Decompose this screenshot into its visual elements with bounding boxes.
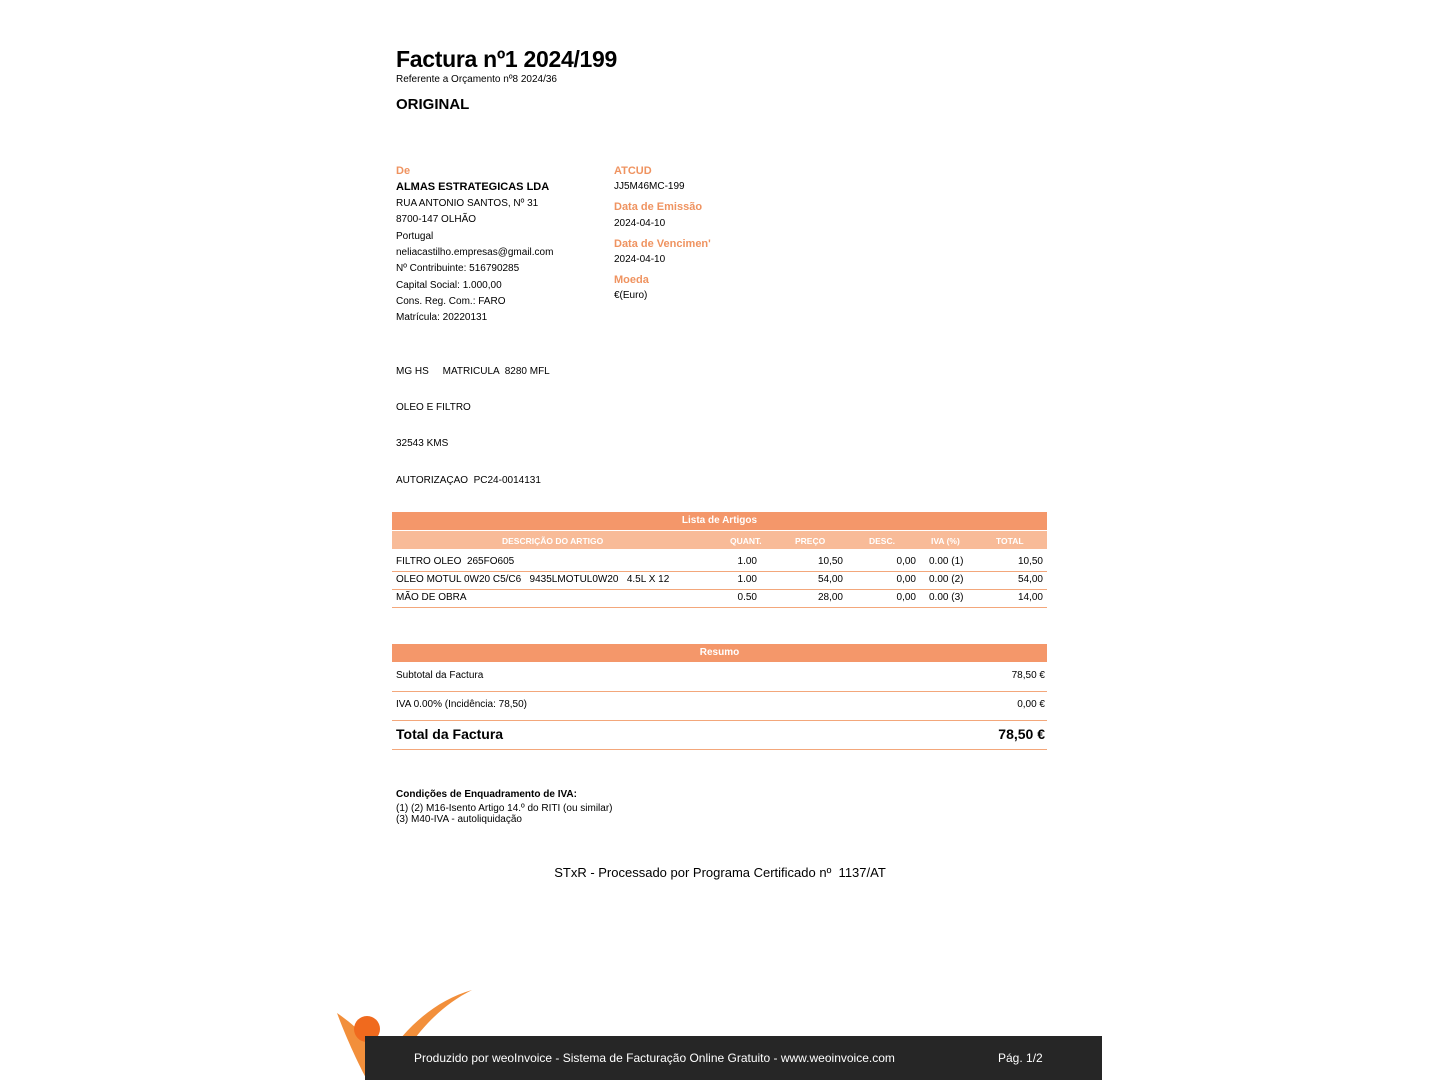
item-description: OLEO MOTUL 0W20 C5/C6 9435LMOTUL0W20 4.5L X 12 bbox=[396, 574, 670, 585]
invoice-title: Factura nº1 2024/199 bbox=[396, 46, 618, 72]
vat-row bbox=[392, 692, 1047, 721]
issue-date-value: 2024-04-10 bbox=[614, 218, 666, 229]
items-table-header bbox=[392, 531, 1047, 549]
item-quantity: 1.00 bbox=[737, 556, 757, 567]
certification-text: STxR - Processado por Programa Certificado nº 1137/AT bbox=[554, 865, 886, 880]
table-row bbox=[392, 553, 1047, 572]
item-discount: 0,00 bbox=[896, 556, 916, 567]
subtotal-label: Subtotal da Factura bbox=[396, 670, 484, 681]
atcud-value: JJ5M46MC-199 bbox=[614, 181, 685, 192]
vat-condition-line: (3) M40-IVA - autoliquidação bbox=[396, 814, 522, 825]
issuer-name: ALMAS ESTRATEGICAS LDA bbox=[396, 181, 550, 193]
note-line: OLEO E FILTRO bbox=[396, 402, 471, 413]
total-value: 78,50 € bbox=[998, 726, 1045, 742]
total-label: Total da Factura bbox=[396, 726, 504, 742]
item-total: 10,50 bbox=[1017, 556, 1043, 567]
vat-value: 0,00 € bbox=[1017, 699, 1045, 710]
atcud-label: ATCUD bbox=[614, 165, 652, 177]
total-row bbox=[392, 721, 1047, 750]
page-number: Pág. 1/2 bbox=[998, 1051, 1043, 1065]
subtotal-value: 78,50 € bbox=[1011, 670, 1045, 681]
col-price: PREÇO bbox=[795, 536, 826, 546]
subtotal-row bbox=[392, 663, 1047, 692]
footer-produced-by: Produzido por weoInvoice - Sistema de Facturação Online Gratuito - www.weoinvoice.com bbox=[414, 1051, 895, 1065]
col-vat: IVA (%) bbox=[931, 536, 960, 546]
col-description: DESCRIÇÃO DO ARTIGO bbox=[502, 536, 604, 546]
note-line: 32543 KMS bbox=[396, 438, 449, 449]
currency-value: €(Euro) bbox=[614, 290, 648, 301]
currency-label: Moeda bbox=[614, 274, 649, 286]
item-total: 14,00 bbox=[1017, 592, 1043, 603]
vat-conditions-title: Condições de Enquadramento de IVA: bbox=[396, 789, 577, 800]
col-quantity: QUANT. bbox=[730, 536, 762, 546]
item-discount: 0,00 bbox=[896, 592, 916, 603]
note-line: AUTORIZAÇAO PC24-0014131 bbox=[396, 475, 541, 486]
item-quantity: 0.50 bbox=[737, 592, 757, 603]
item-total: 54,00 bbox=[1017, 574, 1043, 585]
item-discount: 0,00 bbox=[896, 574, 916, 585]
invoice-reference: Referente a Orçamento nº8 2024/36 bbox=[396, 74, 557, 85]
page-footer bbox=[365, 1036, 1102, 1080]
issuer-postal: 8700-147 OLHÃO bbox=[396, 214, 477, 225]
vat-label: IVA 0.00% (Incidência: 78,50) bbox=[396, 699, 528, 710]
item-quantity: 1.00 bbox=[737, 574, 757, 585]
item-price: 10,50 bbox=[817, 556, 843, 567]
item-price: 54,00 bbox=[817, 574, 843, 585]
item-price: 28,00 bbox=[817, 592, 843, 603]
col-total: TOTAL bbox=[996, 536, 1024, 546]
item-description: MÃO DE OBRA bbox=[396, 592, 467, 603]
issuer-registry: Cons. Reg. Com.: FARO bbox=[396, 296, 506, 307]
item-vat: 0.00 (3) bbox=[929, 592, 964, 603]
table-row bbox=[392, 571, 1047, 590]
issuer-address: RUA ANTONIO SANTOS, Nº 31 bbox=[396, 198, 539, 209]
copy-label: ORIGINAL bbox=[396, 96, 470, 113]
summary-title: Resumo bbox=[392, 644, 1047, 662]
issuer-country: Portugal bbox=[396, 231, 434, 242]
vat-condition-line: (1) (2) M16-Isento Artigo 14.º do RITI (ou similar) bbox=[396, 803, 613, 814]
item-description: FILTRO OLEO 265FO605 bbox=[396, 556, 515, 567]
issuer-capital: Capital Social: 1.000,00 bbox=[396, 280, 502, 291]
items-table-title: Lista de Artigos bbox=[392, 512, 1047, 530]
issuer-nif: Nº Contribuinte: 516790285 bbox=[396, 263, 520, 274]
table-row bbox=[392, 589, 1047, 608]
issuer-label: De bbox=[396, 165, 411, 177]
due-date-value: 2024-04-10 bbox=[614, 254, 666, 265]
issuer-email: neliacastilho.empresas@gmail.com bbox=[396, 247, 554, 258]
issue-date-label: Data de Emissão bbox=[614, 201, 703, 213]
note-line: MG HS MATRICULA 8280 MFL bbox=[396, 366, 550, 377]
col-discount: DESC. bbox=[869, 536, 895, 546]
issuer-matricula: Matrícula: 20220131 bbox=[396, 312, 488, 323]
item-vat: 0.00 (2) bbox=[929, 574, 964, 585]
due-date-label: Data de Vencimen' bbox=[614, 238, 711, 250]
item-vat: 0.00 (1) bbox=[929, 556, 964, 567]
